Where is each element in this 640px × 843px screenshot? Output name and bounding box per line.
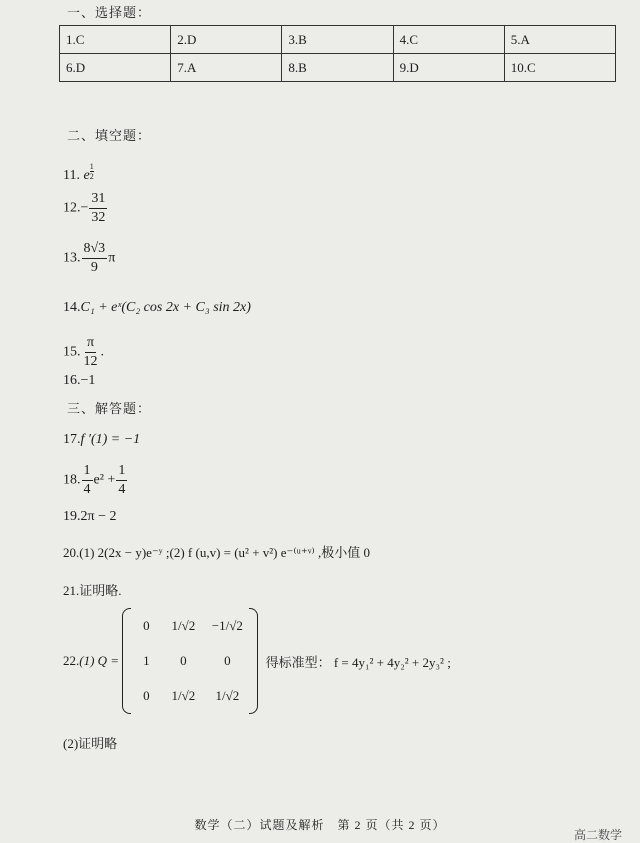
choice-answer-cell: 6.D <box>60 54 171 82</box>
matrix-entry: 0 <box>143 688 150 703</box>
answer-17: 17.f ′(1) = −1 <box>63 432 141 447</box>
answer-18: 18. $\frac{1}{4}$ e² + $\frac{1}{4}$ <box>63 463 126 497</box>
choice-answer-cell: 9.D <box>393 54 504 82</box>
matrix-entry: 1/√2 <box>171 618 196 633</box>
matrix-entry: 1 <box>143 653 150 668</box>
matrix-entry: 0 <box>224 653 231 668</box>
choice-answer-table <box>59 25 616 82</box>
choice-answer-cell: 5.A <box>504 26 615 54</box>
choice-row <box>60 26 616 54</box>
matrix-entry: −1/√2 <box>211 618 243 633</box>
answer-20: 20.(1) 2(2x − y)e⁻ʸ ;(2) f (u,v) = (u² + v²) e⁻⁽ᵘ⁺ᵛ⁾ ,极小值 0 <box>63 545 370 560</box>
matrix-entry: 0 <box>143 618 150 633</box>
section-fill-heading: 二、填空题： <box>67 128 152 143</box>
answer-11: 11. e $\frac{1}{2}$ <box>63 162 94 183</box>
answer-22-part2: (2)证明略 <box>63 736 118 751</box>
answer-22: 22.(1) Q = 0 1/√2 −1/√2 1 0 0 0 1/√2 1/√2 得标准型： f = 4y₁² + 4y₂² + 2y₃² ; <box>63 608 451 714</box>
section-choice-heading: 一、选择题： <box>67 5 152 20</box>
choice-answer-cell: 4.C <box>393 26 504 54</box>
matrix-entry: 0 <box>180 653 187 668</box>
choice-answer-cell: 2.D <box>171 26 282 54</box>
answer-15: 15. $\frac{\pi}{12}$ . <box>63 335 104 369</box>
choice-row <box>60 54 616 82</box>
choice-answer-cell: 7.A <box>171 54 282 82</box>
matrix-left-bracket <box>122 608 131 714</box>
answer-16: 16.−1 <box>63 373 96 388</box>
choice-answer-cell: 3.B <box>282 26 393 54</box>
matrix-entries <box>131 609 249 714</box>
matrix-entry: 1/√2 <box>215 688 240 703</box>
answer-14: 14.C₁ + eˣ(C₂ cos 2x + C₃ sin 2x) <box>63 300 251 315</box>
answer-19: 19.2π − 2 <box>63 509 117 524</box>
watermark: 高二数学 <box>574 828 623 842</box>
answer-21: 21.证明略. <box>63 583 122 598</box>
answer-13: 13. $\frac{8√3}{9}$ π <box>63 241 116 275</box>
choice-answer-cell: 1.C <box>60 26 171 54</box>
answer-12: 12.− $\frac{31}{32}$ <box>63 191 106 225</box>
matrix-entry: 1/√2 <box>171 688 196 703</box>
matrix-right-bracket <box>249 608 258 714</box>
orthogonal-matrix-q <box>122 608 258 714</box>
choice-answer-cell: 10.C <box>504 54 615 82</box>
section-solve-heading: 三、解答题： <box>67 401 152 416</box>
choice-answer-cell: 8.B <box>282 54 393 82</box>
page-footer: 数学（二）试题及解析 第 2 页（共 2 页） <box>194 818 446 832</box>
